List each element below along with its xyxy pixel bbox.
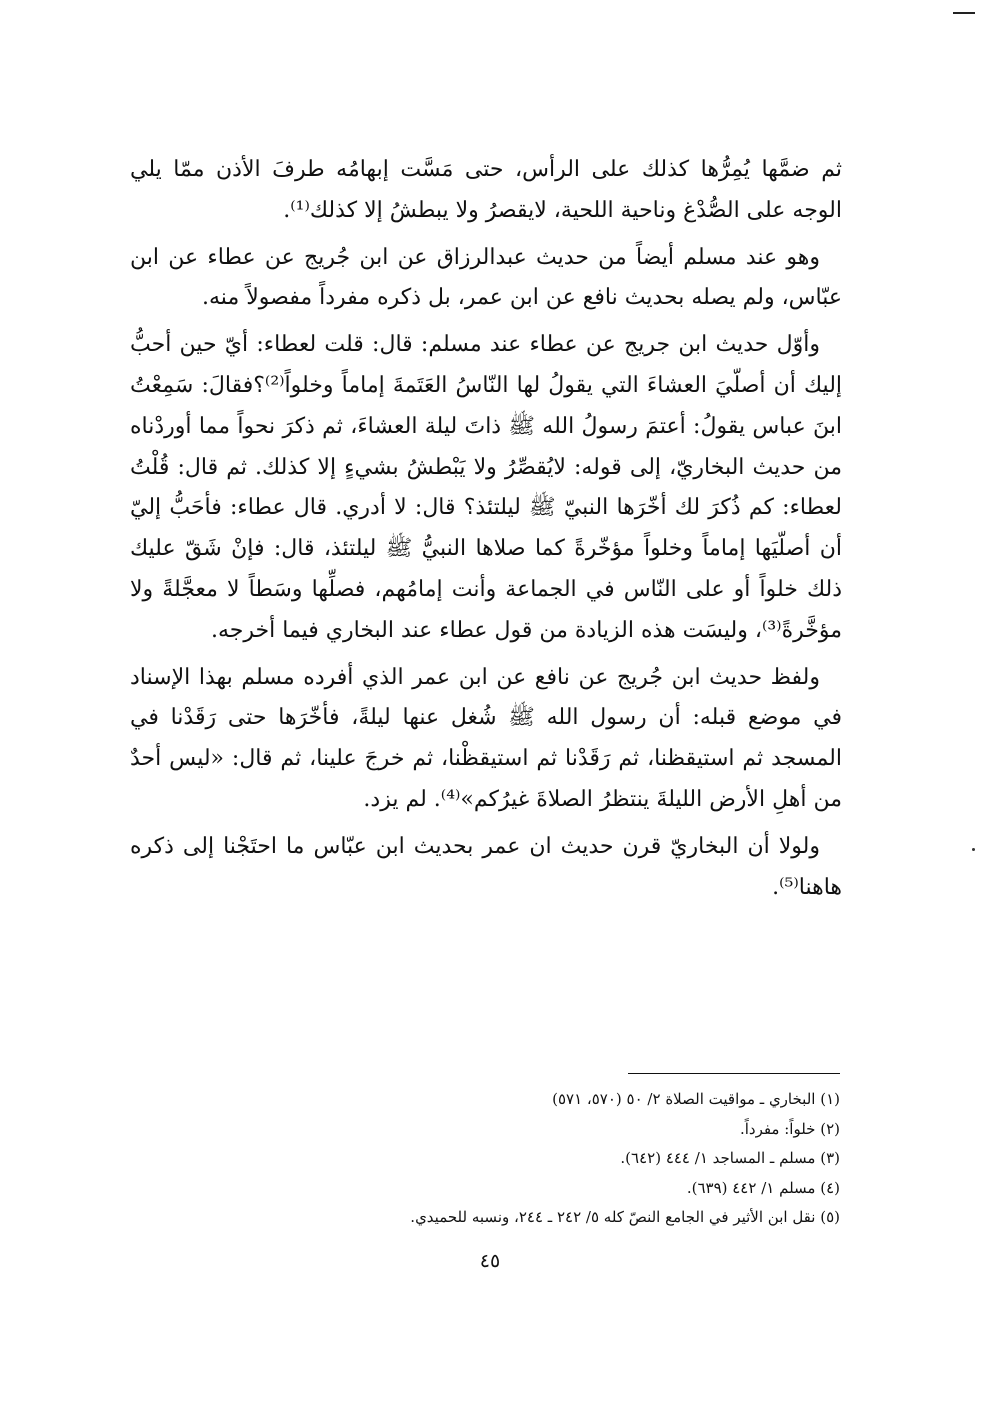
paragraph-2: وهو عند مسلم أيضاً من حديث عبدالرزاق عن ابن جُريج عن عطاء عن ابن عبّاس، ولم يصله بحديث نافع عن ابن عمر، بل ذكره مفرداً مفصولاً منه.: [130, 244, 842, 311]
scan-dot-mark: [972, 848, 975, 851]
footnotes-list: [300, 1085, 840, 1233]
footnote-3: (٣) مسلم ـ المساجد ١/ ٤٤٤ (٦٤٢).: [620, 1149, 840, 1167]
footnote-4: (٤) مسلم ١/ ٤٤٢ (٦٣٩).: [686, 1178, 840, 1197]
footnote-separator: [628, 1073, 840, 1074]
paragraph-4: ولفظ حديث ابن جُريج عن نافع عن ابن عمر الذي أفرده مسلم بهذا الإسناد في موضع قبله: أن رسول الله ﷺ شُغل عنها ليلةً، فأخّرَها حتى رَقَدْنا في المسجد ثم استيقظنا، ثم رَقَدْنا ثم استيقظْنا، ثم خرجَ علينا، ثم قال: «ليس أحدٌ من أهلِ الأرض الليلةَ ينتظرُ الصلاةَ غيرُكم»⁽⁴⁾. لم يزد.: [130, 664, 842, 812]
footnote-1: (١) البخاري ـ مواقيت الصلاة ٢/ ٥٠ (٥٧٠، ٥٧١): [552, 1090, 840, 1108]
main-text: [130, 150, 842, 908]
scan-corner-mark: [953, 12, 975, 14]
footnote-2: (٢) خلواً: مفرداً.: [739, 1119, 840, 1138]
paragraph-3: وأوّل حديث ابن جريج عن عطاء عند مسلم: قال: قلت لعطاء: أيّ حين أحبُّ إليك أن أصلّيَ العشاءَ التي يقولُ لها النّاسُ العَتَمةَ إماماً وخلواً⁽²⁾؟فقالَ: سَمِعْتُ ابنَ عباس يقولُ: أعتمَ رسولُ الله ﷺ ذاتَ ليلة العشاءَ، ثم ذكرَ نحواً مما أوردْناه من حديث البخاريّ، إلى قوله: لايُقصِّرُ ولا يَبْطشُ بشيءٍ إلا كذلك. ثم قال: قُلْتُ لعطاء: كم ذُكرَ لك أخّرَها النبيّ ﷺ ليلتئذ؟ قال: لا أدري. قال عطاء: فأحَبُّ إليّ أن أصلّيَها إماماً وخلواً مؤخّرةً كما صلاها النبيُّ ﷺ ليلتئذ، قال: فإنْ شَقّ عليك ذلك خلواً أو على النّاس في الجماعة وأنت إمامُهم، فصلِّها وسَطاً لا معجَّلةً ولا مؤخَّرةً⁽³⁾، وليسَت هذه الزيادة من قول عطاء عند البخاري فيما أخرجه.: [130, 332, 843, 643]
paragraph-5: ولولا أن البخاريّ قرن حديث ان عمر بحديث ابن عبّاس ما احتَجْنا إلى ذكره هاهنا⁽⁵⁾.: [130, 833, 842, 900]
paragraph-1: ثم ضمَّها يُمِرُّها كذلك على الرأس، حتى مَسَّت إبهامُه طرفَ الأذن ممّا يلي الوجه على الصُّدْغ وناحية اللحية، لايقصرُ ولا يبطشُ إلا كذلك⁽¹⁾.: [130, 157, 842, 223]
page-number: ٤٥: [479, 1250, 501, 1272]
footnote-5: (٥) نقل ابن الأثير في الجامع النصّ كله ٥/ ٢٤٢ ـ ٢٤٤، ونسبه للحميدي.: [410, 1208, 840, 1226]
